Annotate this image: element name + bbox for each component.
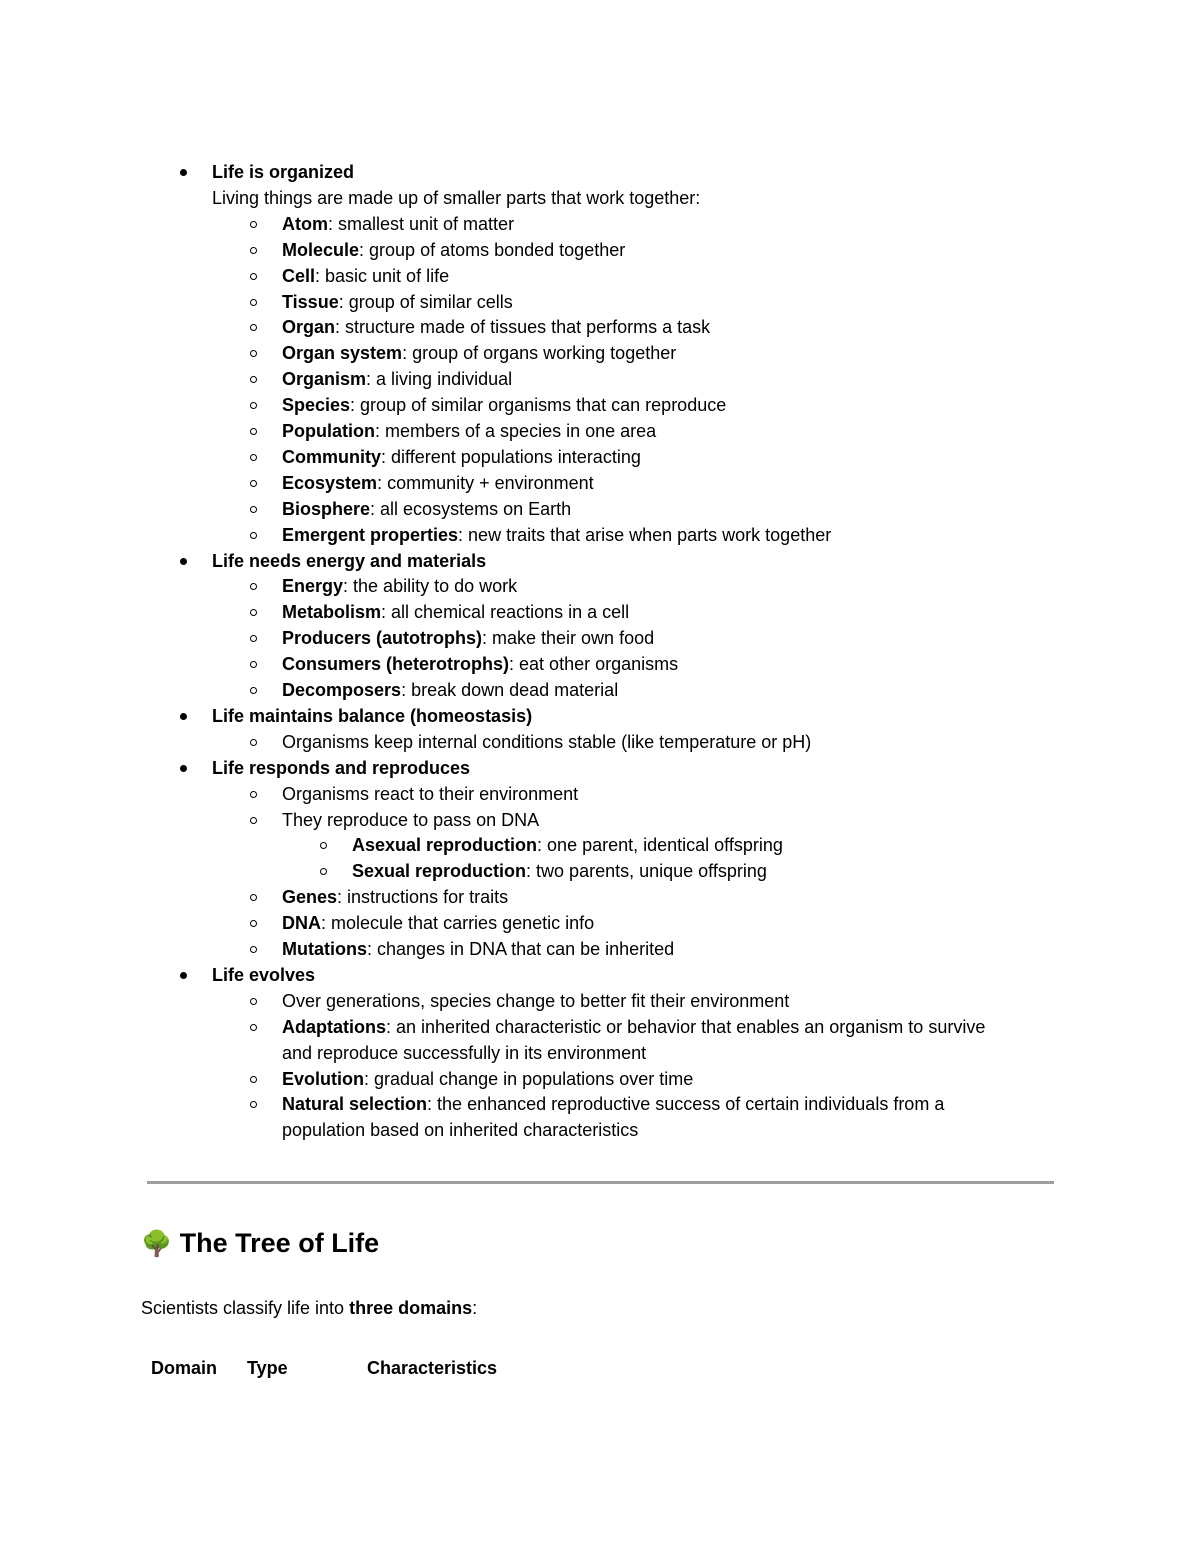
bullet-circle-icon xyxy=(250,661,257,668)
definition: and reproduce successfully in its environment xyxy=(282,1042,647,1063)
term: Organism xyxy=(282,369,367,390)
bullet-circle-icon xyxy=(250,1101,257,1108)
definition: Living things are made up of smaller parts that work together: xyxy=(212,187,701,208)
bullet-circle-icon xyxy=(250,299,257,306)
definition: : new traits that arise when parts work together xyxy=(458,524,832,545)
term: Biosphere xyxy=(282,498,371,519)
term: Evolution xyxy=(282,1068,364,1089)
list-item xyxy=(282,444,641,470)
term: Sexual reproduction xyxy=(352,861,527,882)
bullet-circle-icon xyxy=(250,454,257,461)
bullet-circle-icon xyxy=(250,402,257,409)
term: Metabolism xyxy=(282,602,382,623)
list-item xyxy=(282,211,514,237)
section-heading xyxy=(141,1226,379,1261)
term: Community xyxy=(282,446,381,467)
bullet-circle-icon xyxy=(250,350,257,357)
definition: Organisms react to their environment xyxy=(282,783,579,804)
definition: : members of a species in one area xyxy=(375,421,657,441)
definition: : make their own food xyxy=(482,628,655,649)
bullet-circle-icon xyxy=(250,532,257,539)
list-item-title xyxy=(212,703,532,729)
bullet-disc-icon xyxy=(180,713,187,720)
definition: : changes in DNA that can be inherited xyxy=(367,939,675,959)
bullet-circle-icon xyxy=(320,842,327,849)
definition: : one parent, identical offspring xyxy=(537,835,783,856)
list-item xyxy=(282,237,625,263)
bullet-circle-icon xyxy=(250,817,257,824)
list-item xyxy=(282,1014,985,1040)
list-item xyxy=(282,314,710,340)
term: Organ system xyxy=(282,343,403,364)
list-item xyxy=(282,289,513,315)
definition: : group of atoms bonded together xyxy=(359,239,626,260)
bullet-circle-icon xyxy=(250,273,257,280)
list-item xyxy=(282,936,674,962)
term: DNA xyxy=(282,913,321,934)
bullet-circle-icon xyxy=(250,221,257,228)
list-item xyxy=(282,884,508,910)
list-item xyxy=(282,573,517,599)
term: Life is organized xyxy=(212,162,355,182)
bullet-circle-icon xyxy=(250,791,257,798)
list-item xyxy=(282,677,618,703)
list-item-desc xyxy=(212,185,700,211)
term: Cell xyxy=(282,265,316,286)
list-item xyxy=(282,366,512,392)
table-header-type: Type xyxy=(247,1358,288,1378)
term: Energy xyxy=(282,576,344,597)
section-title: The Tree of Life xyxy=(179,1228,380,1258)
table-header-characteristics: Characteristics xyxy=(367,1358,498,1378)
bullet-circle-icon xyxy=(250,687,257,694)
definition: : basic unit of life xyxy=(315,265,450,286)
definition: : group of organs working together xyxy=(402,343,677,364)
list-item xyxy=(282,910,594,936)
term: Life evolves xyxy=(212,964,316,985)
term: Decomposers xyxy=(282,680,402,700)
definition: They reproduce to pass on DNA xyxy=(282,809,540,830)
list-item xyxy=(282,263,449,289)
term: Molecule xyxy=(282,239,360,260)
bullet-circle-icon xyxy=(250,428,257,435)
definition: : gradual change in populations over time xyxy=(364,1068,694,1089)
bullet-circle-icon xyxy=(250,324,257,331)
definition: : different populations interacting xyxy=(381,446,641,467)
definition: : group of similar cells xyxy=(338,291,513,312)
list-item xyxy=(282,392,726,418)
definition: : an inherited characteristic or behavior that enables an organism to survive xyxy=(386,1016,986,1037)
bullet-circle-icon xyxy=(250,583,257,590)
list-item xyxy=(282,470,594,496)
list-item xyxy=(282,522,831,548)
list-item-title xyxy=(212,548,486,574)
term: Population xyxy=(282,421,375,441)
term: Species xyxy=(282,395,351,416)
definition: : instructions for traits xyxy=(337,887,509,908)
definition: : break down dead material xyxy=(401,680,619,700)
definition: : the ability to do work xyxy=(343,576,518,597)
bullet-circle-icon xyxy=(250,376,257,383)
term: Life maintains balance (homeostasis) xyxy=(212,705,533,726)
term: Tissue xyxy=(282,291,339,312)
definition: : community + environment xyxy=(377,472,594,493)
definition: : all chemical reactions in a cell xyxy=(381,602,630,623)
list-item xyxy=(282,599,629,625)
bullet-circle-icon xyxy=(250,247,257,254)
definition: : all ecosystems on Earth xyxy=(370,498,572,519)
term: Natural selection xyxy=(282,1094,428,1115)
list-item xyxy=(282,340,676,366)
list-item xyxy=(282,651,678,677)
list-item xyxy=(282,988,789,1014)
bullet-disc-icon xyxy=(180,972,187,979)
list-item xyxy=(282,807,539,833)
bullet-circle-icon xyxy=(250,894,257,901)
bullet-circle-icon xyxy=(250,635,257,642)
bullet-circle-icon xyxy=(250,506,257,513)
bullet-circle-icon xyxy=(320,868,327,875)
term: Life needs energy and materials xyxy=(212,550,487,571)
bullet-circle-icon xyxy=(250,920,257,927)
list-item xyxy=(282,781,578,807)
bullet-disc-icon xyxy=(180,169,187,176)
bullet-circle-icon xyxy=(250,1076,257,1083)
bullet-circle-icon xyxy=(250,480,257,487)
list-item xyxy=(282,625,654,651)
definition: : group of similar organisms that can reproduce xyxy=(350,395,727,416)
term: Life responds and reproduces xyxy=(212,757,471,778)
list-item xyxy=(282,1066,693,1092)
list-item xyxy=(282,418,656,444)
bullet-circle-icon xyxy=(250,1024,257,1031)
definition: : a living individual xyxy=(366,369,513,390)
definition: : structure made of tissues that performs a task xyxy=(335,317,711,338)
term: Genes xyxy=(282,887,338,908)
tree-icon: 🌳 xyxy=(141,1230,173,1258)
term: Organ xyxy=(282,317,336,338)
bullet-circle-icon xyxy=(250,739,257,746)
intro-suffix: : xyxy=(472,1298,478,1318)
intro-text: Scientists classify life into xyxy=(141,1298,350,1318)
list-item-continuation xyxy=(282,1040,646,1066)
bullet-disc-icon xyxy=(180,765,187,772)
term: Producers (autotrophs) xyxy=(282,628,483,649)
definition: : molecule that carries genetic info xyxy=(321,913,595,934)
horizontal-divider xyxy=(147,1181,1054,1184)
list-item-title xyxy=(212,755,470,781)
definition: : two parents, unique offspring xyxy=(526,861,767,882)
list-item-title xyxy=(212,962,315,988)
bullet-disc-icon xyxy=(180,558,187,565)
definition: : smallest unit of matter xyxy=(328,213,515,234)
definition: Over generations, species change to better fit their environment xyxy=(282,990,790,1011)
bullet-circle-icon xyxy=(250,946,257,953)
list-item-title xyxy=(212,159,354,185)
list-item xyxy=(282,1091,944,1117)
list-item-continuation xyxy=(282,1117,638,1143)
term: Atom xyxy=(282,213,328,234)
term: Adaptations xyxy=(282,1016,387,1037)
table-header-domain: Domain xyxy=(151,1358,218,1378)
section-intro xyxy=(141,1295,477,1321)
list-item xyxy=(282,729,811,755)
list-item xyxy=(352,832,783,858)
term: Emergent properties xyxy=(282,524,459,545)
definition: Organisms keep internal conditions stable (like temperature or pH) xyxy=(282,731,812,752)
term: Mutations xyxy=(282,939,367,959)
list-item xyxy=(282,496,571,522)
bullet-circle-icon xyxy=(250,609,257,616)
intro-bold: three domains xyxy=(349,1298,473,1318)
definition: : the enhanced reproductive success of certain individuals from a xyxy=(427,1094,945,1115)
list-item xyxy=(352,858,767,884)
definition: population based on inherited characteristics xyxy=(282,1120,639,1141)
term: Asexual reproduction xyxy=(352,835,538,856)
term: Consumers (heterotrophs) xyxy=(282,654,510,675)
term: Ecosystem xyxy=(282,472,378,493)
bullet-circle-icon xyxy=(250,998,257,1005)
definition: : eat other organisms xyxy=(509,654,679,675)
